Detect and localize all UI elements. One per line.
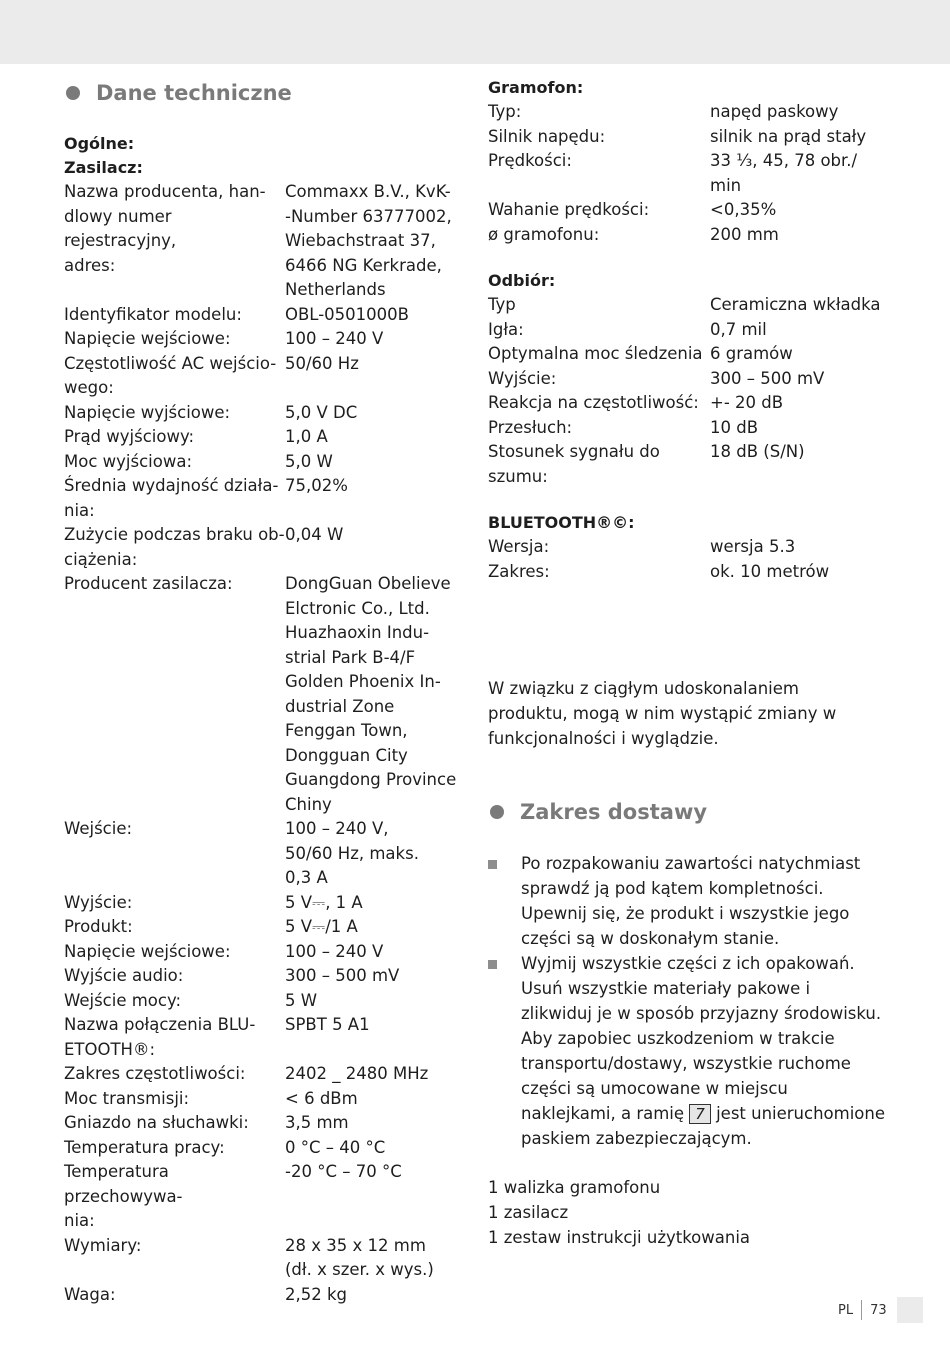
spec-row [64,303,464,328]
spec-value: <0,35% [710,200,777,219]
spec-label: Wejście mocy: [64,990,182,1010]
spec-label: Moc wyjściowa: [64,451,193,471]
spec-label: Wymiary: [64,1235,142,1255]
spec-row [488,367,898,392]
spec-label: Identyfikator modelu: [64,304,242,324]
spec-value: 50/60 Hz [285,353,359,373]
spec-row [64,572,464,817]
spec-value: 5,0 V DC [285,402,358,422]
spec-label: Napięcie wejściowe: [64,941,231,961]
spec-row [64,1136,464,1161]
spec-label: Silnik napędu: [488,126,606,146]
spec-value: 10 dB [710,417,759,437]
spec-row [64,915,464,940]
spec-label: Wyjście: [64,892,133,912]
spec-row [64,891,464,916]
spec-row [488,535,898,560]
spec-label: Przesłuch: [488,417,573,437]
section-title-delivery [490,795,898,829]
spec-value: 5,0 W [285,451,333,471]
bullet-text: Po rozpakowaniu zawartości natychmiast sprawdź ją pod kątem kompletności. Upewnij się, że produkt i wszystkie jego części są w doskonałym stanie. [521,854,861,948]
spec-row [488,125,898,150]
spec-value: 200 mm [710,224,779,244]
spec-value: wersja 5.3 [710,537,796,556]
spec-row [64,1283,464,1308]
spec-row [64,327,464,352]
spec-value: 0,7 mil [710,319,767,339]
power-supply-spec-list [64,180,464,1307]
spec-label: Igła: [488,319,524,339]
spec-label: Zużycie podczas braku ob- ciążenia: [64,525,285,569]
spec-label: Nazwa producenta, han- dlowy numer rejestracyjny, adres: [64,182,266,275]
package-contents-list [488,1175,898,1250]
footer-divider [861,1300,862,1320]
turntable-heading: Gramofon: [488,78,584,97]
delivery-instructions [488,851,898,1151]
spec-row [64,425,464,450]
spec-label: ø gramofonu: [488,224,600,244]
spec-row [64,1087,464,1112]
spec-value: 6 gramów [710,344,793,363]
spec-row [488,342,898,367]
spec-row [64,1234,464,1283]
spec-row [64,401,464,426]
spec-label: Waga: [64,1284,116,1304]
spec-value: 18 dB (S/N) [710,442,805,461]
spec-row [64,1160,464,1234]
spec-label: Producent zasilacza: [64,574,233,593]
spec-value: ok. 10 metrów [710,561,830,581]
spec-row [488,416,898,441]
spec-value: 100 – 240 V [285,941,384,961]
spec-row [488,100,898,125]
technical-data-column [64,76,464,1307]
spec-label: Napięcie wyjściowe: [64,402,231,422]
spec-label: Częstotliwość AC wejścio- wego: [64,353,277,397]
spec-label: Produkt: [64,917,133,936]
spec-label: Moc transmisji: [64,1088,190,1108]
bullet-dot-icon [66,86,80,100]
part-reference-box: 7 [689,1104,711,1124]
spec-label: Optymalna moc śledzenia [488,344,703,363]
spec-row [64,474,464,523]
spec-label: Typ: [488,102,522,121]
spec-value: 100 – 240 V, 50/60 Hz, maks. 0,3 A [285,819,419,887]
bluetooth-spec-list [488,535,898,584]
spec-row [64,964,464,989]
spec-row [488,391,898,416]
spec-row [64,450,464,475]
contents-item: 1 zasilacz [488,1203,569,1222]
spec-value: napęd paskowy [710,102,839,121]
section-title-text: Dane techniczne [96,81,292,105]
spec-label: Stosunek sygnału do szumu: [488,442,660,486]
bullet-text [521,951,886,1151]
page-marker-box [897,1297,923,1323]
spec-value: OBL-0501000B [285,304,409,324]
spec-row [64,989,464,1014]
list-item [488,951,898,1151]
spec-row [64,940,464,965]
spec-label: Wahanie prędkości: [488,200,650,219]
power-supply-heading: Zasilacz: [64,158,143,177]
spec-value: 300 – 500 mV [285,966,400,985]
spec-value: 33 ⅓, 45, 78 obr./ min [710,151,858,195]
header-band [0,0,950,64]
right-column [488,76,898,1250]
spec-row [64,352,464,401]
spec-row [64,1013,464,1062]
spec-label: Nazwa połączenia BLU- ETOOTH®: [64,1015,256,1059]
spec-label: Prąd wyjściowy: [64,427,195,446]
spec-value: 2402 _ 2480 MHz [285,1064,429,1083]
bullet-text-part: Wyjmij wszystkie części z ich opakowań. Usuń wszystkie materiały pakowe i zlikwiduj je w sposób przyjazny środowisku. Aby zapobiec uszkodzeniom w trakcie transportu/dostawy, wszystkie ruchome części są umocowane w miejscu naklejkami, a ramię [521,954,882,1123]
page-number: 73 [870,1302,887,1318]
spec-value: 5 W [285,990,318,1010]
contents-item: 1 zestaw instrukcji użytkowania [488,1228,751,1247]
bluetooth-heading: BLUETOOTH®©: [488,513,635,532]
bullet-dot-icon [490,805,504,819]
improvement-note: W związku z ciągłym udoskonalaniem produktu, mogą w nim wystąpić zmiany w funkcjonalności i wyglądzie. [488,679,837,748]
spec-label: Wyjście: [488,368,557,388]
spec-value: Commaxx B.V., KvK- -Number 63777002, Wiebachstraat 37, 6466 NG Kerkrade, Netherlands [285,182,452,299]
spec-value: 5 V⎓/1 A [285,917,358,936]
spec-value: 0,04 W [285,525,344,544]
pickup-spec-list [488,293,898,489]
square-bullet-icon [488,960,497,969]
spec-row [488,293,898,318]
spec-value: 3,5 mm [285,1113,349,1132]
spec-value: 0 °C – 40 °C [285,1137,386,1157]
section-title-technical-data [66,76,464,110]
spec-label: Napięcie wejściowe: [64,329,231,348]
spec-row [64,523,464,572]
spec-label: Prędkości: [488,151,572,170]
bullet-text-part: jest unieruchomione paskiem zabezpieczającym. [521,1104,886,1148]
spec-value: DongGuan Obelieve Elctronic Co., Ltd. Huazhaoxin Indu- strial Park B-4/F Golden Phoenix In- dustrial Zone Fenggan Town, Dongguan City Guangdong Province Chiny [285,574,457,814]
spec-row [64,817,464,891]
spec-row [488,560,898,585]
spec-label: Wyjście audio: [64,966,184,985]
spec-value: -20 °C – 70 °C [285,1162,402,1181]
spec-label: Reakcja na częstotliwość: [488,393,699,412]
spec-label: Zakres: [488,561,550,581]
spec-label: Wejście: [64,819,133,838]
spec-label: Temperatura przechowywa- nia: [64,1162,183,1230]
spec-label: Średnia wydajność działa- nia: [64,476,279,520]
spec-value: 28 x 35 x 12 mm (dł. x szer. x wys.) [285,1235,434,1279]
spec-value: Ceramiczna wkładka [710,295,881,314]
spec-row [488,149,898,198]
section-title-text: Zakres dostawy [520,800,708,824]
contents-item: 1 walizka gramofonu [488,1178,661,1197]
spec-value: 5 V⎓, 1 A [285,892,363,912]
spec-label: Temperatura pracy: [64,1137,225,1157]
page-footer [838,1296,923,1324]
square-bullet-icon [488,860,497,869]
spec-row [64,1111,464,1136]
spec-value: 100 – 240 V [285,329,384,348]
spec-row [488,223,898,248]
turntable-spec-list [488,100,898,247]
spec-value: < 6 dBm [285,1088,358,1108]
spec-row [64,180,464,303]
spec-row [488,198,898,223]
spec-label: Gniazdo na słuchawki: [64,1113,249,1132]
spec-row [488,440,898,489]
language-code: PL [838,1302,854,1318]
general-heading: Ogólne: [64,134,135,153]
spec-value: silnik na prąd stały [710,126,867,146]
spec-value: +- 20 dB [710,393,784,412]
spec-label: Wersja: [488,537,550,556]
spec-row [64,1062,464,1087]
pickup-heading: Odbiór: [488,271,556,290]
spec-value: 75,02% [285,476,348,495]
spec-value: SPBT 5 A1 [285,1015,370,1034]
spec-label: Typ [488,295,516,314]
spec-row [488,318,898,343]
spec-label: Zakres częstotliwości: [64,1064,246,1083]
spec-value: 2,52 kg [285,1284,348,1304]
list-item [488,851,898,951]
spec-value: 1,0 A [285,427,328,446]
spec-value: 300 – 500 mV [710,368,825,388]
